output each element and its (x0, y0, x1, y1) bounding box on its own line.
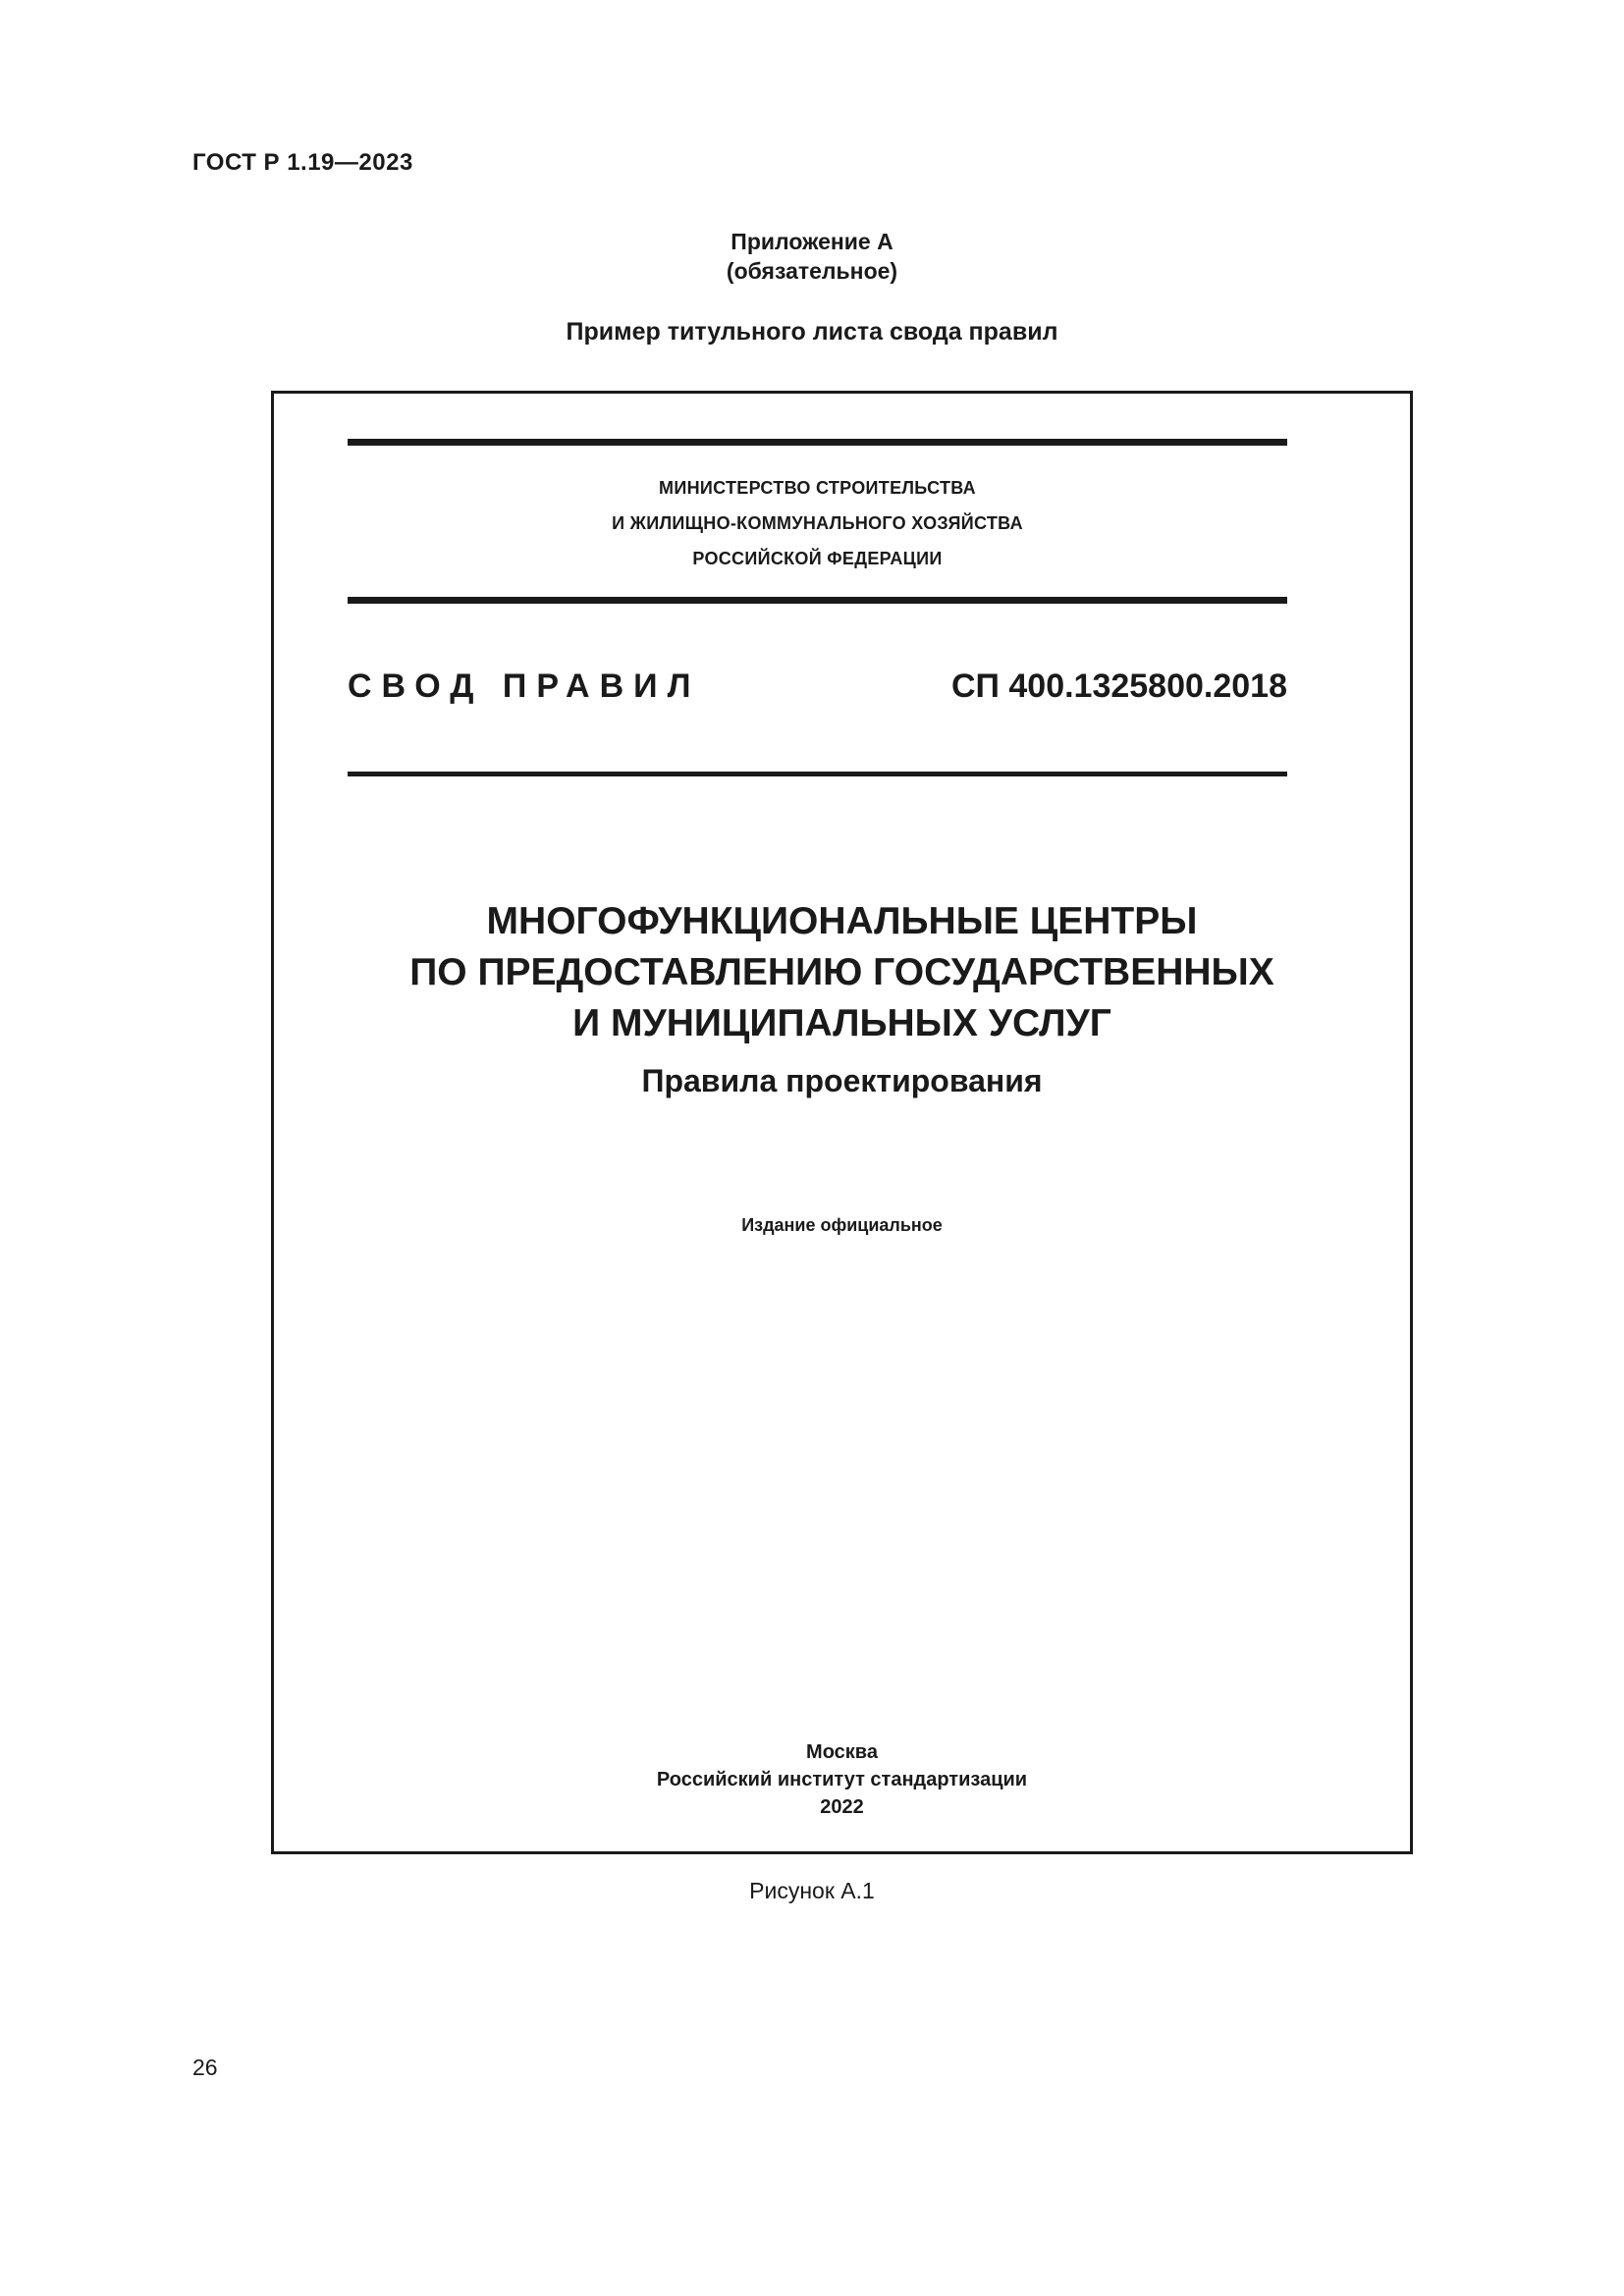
main-title-line-1: МНОГОФУНКЦИОНАЛЬНЫЕ ЦЕНТРЫ (486, 900, 1198, 942)
edition-label: Издание официальное (741, 1215, 943, 1235)
figure-caption: Рисунок А.1 (749, 1878, 875, 1903)
imprint-publisher: Российский институт стандартизации (656, 1769, 1028, 1790)
sp-number: СП 400.1325800.2018 (950, 667, 1287, 705)
subtitle: Правила проектирования (641, 1063, 1043, 1098)
imprint-city: Москва (806, 1741, 878, 1763)
document-code: ГОСТ Р 1.19—2023 (192, 149, 413, 176)
title-sheet-frame (271, 391, 1413, 1854)
imprint-year: 2022 (820, 1796, 864, 1818)
ministry-line-2: И ЖИЛИЩНО-КОММУНАЛЬНОГО ХОЗЯЙСТВА (612, 513, 1023, 533)
appendix-caption: Пример титульного листа свода правил (566, 318, 1058, 346)
main-title-line-3: И МУНИЦИПАЛЬНЫХ УСЛУГ (572, 1002, 1111, 1044)
appendix-status: (обязательное) (726, 258, 898, 284)
code-of-rules-label: СВОД ПРАВИЛ (348, 667, 701, 705)
designation-bottom-rule (348, 772, 1287, 776)
ministry-line-1: МИНИСТЕРСТВО СТРОИТЕЛЬСТВА (659, 478, 976, 498)
page-number: 26 (192, 2055, 218, 2080)
appendix-title: Приложение А (731, 229, 893, 254)
ministry-bottom-rule (348, 597, 1287, 604)
ministry-line-3: РОССИЙСКОЙ ФЕДЕРАЦИИ (692, 549, 943, 568)
main-title-line-2: ПО ПРЕДОСТАВЛЕНИЮ ГОСУДАРСТВЕННЫХ (409, 951, 1274, 993)
top-rule (348, 439, 1287, 446)
